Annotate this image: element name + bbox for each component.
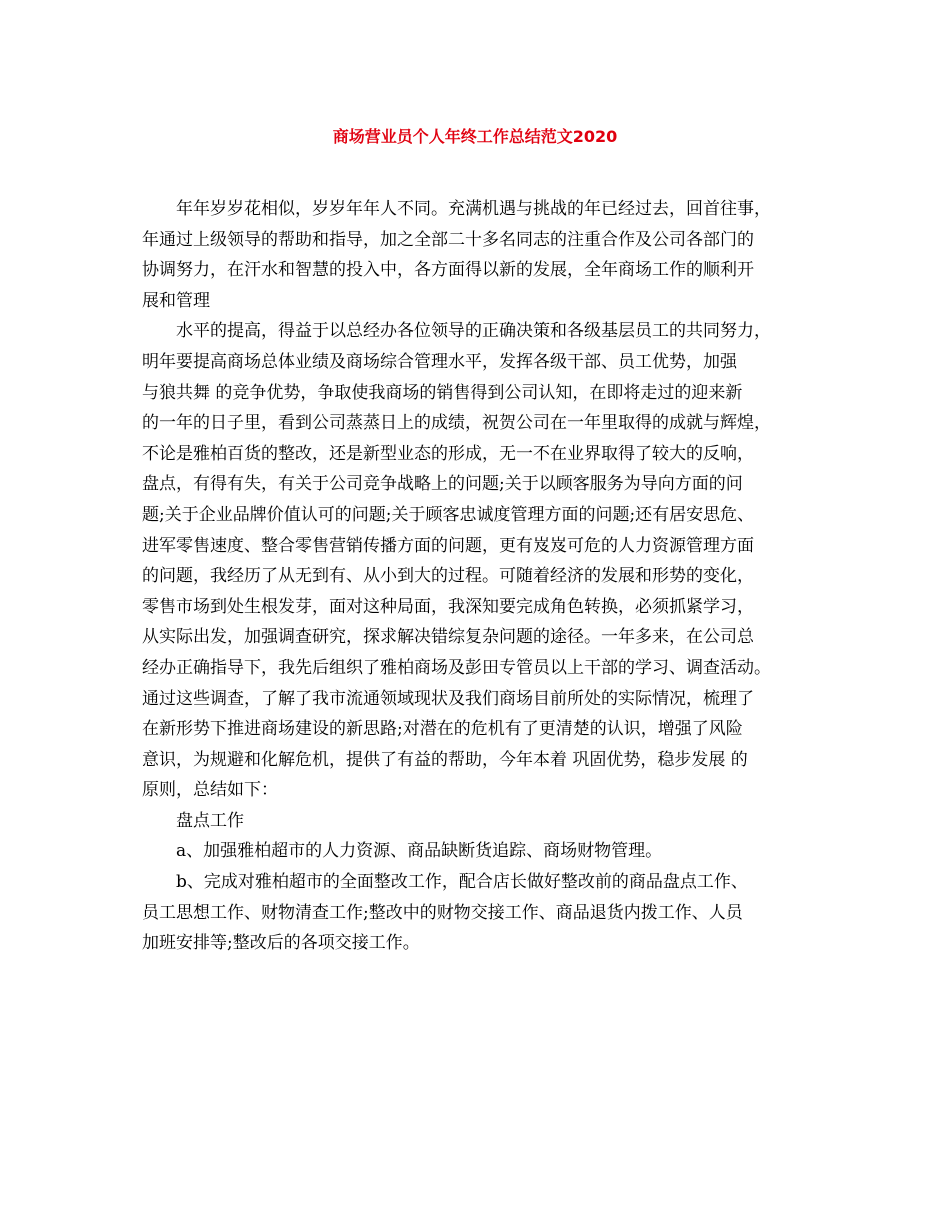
paragraph-line: 盘点，有得有失，有关于公司竞争战略上的问题;关于以顾客服务为导向方面的问 bbox=[142, 474, 743, 495]
document-title: 商场营业员个人年终工作总结范文2020 bbox=[332, 127, 618, 146]
paragraph-line: 意识，为规避和化解危机，提供了有益的帮助，今年本着 巩固优势，稳步发展 的 bbox=[142, 749, 748, 770]
paragraph-line: 题;关于企业品牌价值认可的问题;关于顾客忠诚度管理方面的问题;还有居安思危、 bbox=[142, 504, 755, 525]
paragraph-line: 的一年的日子里，看到公司蒸蒸日上的成绩，祝贺公司在一年里取得的成就与辉煌， bbox=[142, 413, 771, 434]
paragraph-line: 年年岁岁花相似，岁岁年年人不同。充满机遇与挑战的年已经过去，回首往事， bbox=[176, 199, 771, 219]
paragraph-line: 加班安排等;整改后的各项交接工作。 bbox=[142, 933, 420, 954]
paragraph-line: 经办正确指导下，我先后组织了雅柏商场及彭田专管员以上干部的学习、调查活动。 bbox=[142, 657, 771, 678]
paragraph-line: 进军零售速度、整合零售营销传播方面的问题，更有岌岌可危的人力资源管理方面 bbox=[142, 535, 754, 556]
paragraph-line: 从实际出发，加强调查研究，探求解决错综复杂问题的途径。一年多来，在公司总 bbox=[142, 627, 754, 648]
paragraph-line: 年通过上级领导的帮助和指导，加之全部二十多名同志的注重合作及公司各部门的 bbox=[142, 229, 754, 250]
list-item: b、完成对雅柏超市的全面整改工作，配合店长做好整改前的商品盘点工作、 bbox=[176, 872, 748, 893]
paragraph-line: 与狼共舞 的竞争优势，争取使我商场的销售得到公司认知，在即将走过的迎来新 bbox=[142, 382, 743, 403]
paragraph-line: 零售市场到处生根发芽，面对这种局面，我深知要完成角色转换，必须抓紧学习， bbox=[142, 596, 754, 617]
paragraph-line: 明年要提高商场总体业绩及商场综合管理水平，发挥各级干部、员工优势，加强 bbox=[142, 351, 737, 372]
paragraph-line: 的问题，我经历了从无到有、从小到大的过程。可随着经济的发展和形势的变化， bbox=[142, 566, 754, 587]
document-body bbox=[142, 194, 814, 959]
list-item: a、加强雅柏超市的人力资源、商品缺断货追踪、商场财物管理。 bbox=[176, 841, 663, 862]
paragraph-line: 原则，总结如下： bbox=[142, 780, 278, 801]
section-heading: 盘点工作 bbox=[176, 810, 244, 831]
paragraph-line: 展和管理 bbox=[142, 290, 210, 311]
paragraph-line: 员工思想工作、财物清查工作;整改中的财物交接工作、商品退货内拨工作、人员 bbox=[142, 902, 743, 923]
paragraph-line: 通过这些调查，了解了我市流通领域现状及我们商场目前所处的实际情况，梳理了 bbox=[142, 688, 754, 709]
paragraph-line: 水平的提高，得益于以总经办各位领导的正确决策和各级基层员工的共同努力， bbox=[176, 321, 771, 342]
paragraph-line: 在新形势下推进商场建设的新思路;对潜在的危机有了更清楚的认识，增强了风险 bbox=[142, 719, 743, 740]
paragraph-line: 协调努力，在汗水和智慧的投入中，各方面得以新的发展，全年商场工作的顺利开 bbox=[142, 260, 754, 281]
paragraph-line: 不论是雅柏百货的整改，还是新型业态的形成，无一不在业界取得了较大的反响， bbox=[142, 443, 754, 464]
